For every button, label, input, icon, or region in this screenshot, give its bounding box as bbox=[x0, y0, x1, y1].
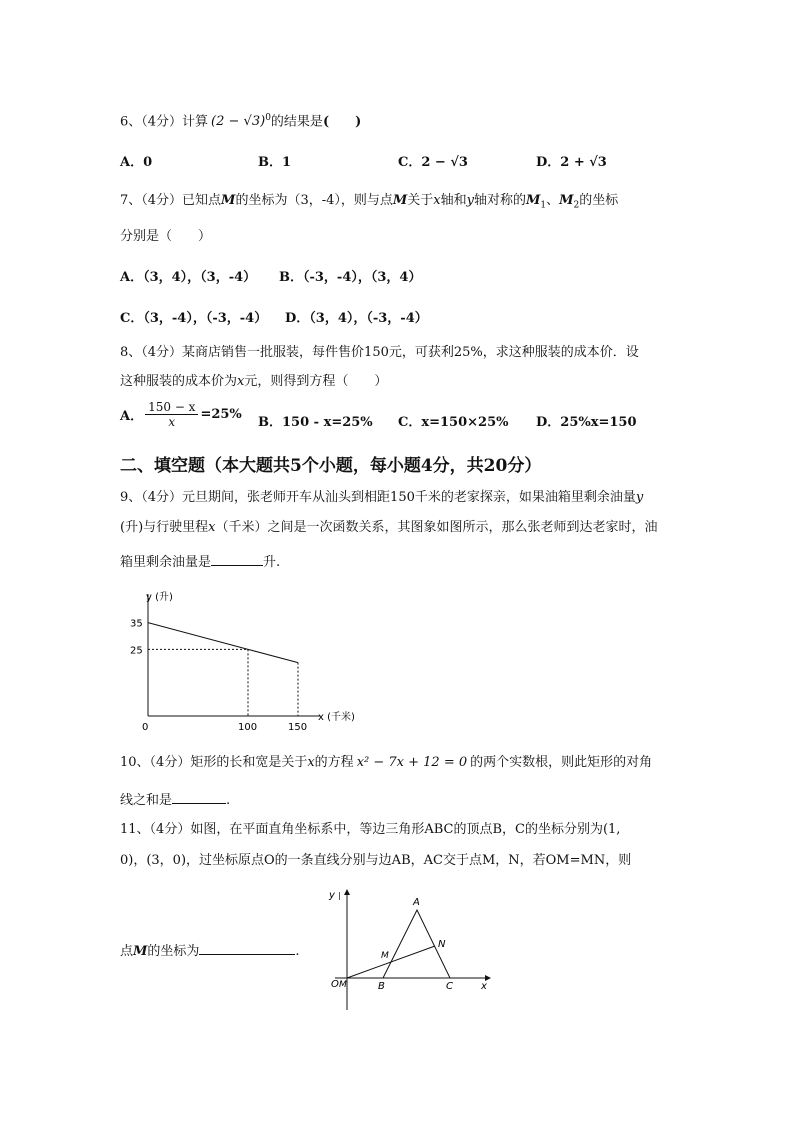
q10-text-e: . bbox=[226, 793, 231, 808]
q11-stem-line1: 11、（4分）如图，在平面直角坐标系中，等边三角形ABC的顶点B，C的坐标分别为(1, bbox=[120, 822, 621, 837]
q11-label-o: O bbox=[331, 979, 339, 990]
q11-label-c: C bbox=[446, 981, 453, 992]
q9-answer-blank[interactable] bbox=[211, 553, 263, 566]
q11-label-n: N bbox=[438, 939, 446, 950]
q7-stem-line1 bbox=[120, 193, 618, 214]
q7-option-d: D．（3，4），（-3，-4） bbox=[285, 311, 428, 326]
q7-text-e: 轴对称的 bbox=[474, 193, 527, 208]
q11-label-y-mark: | bbox=[338, 891, 341, 900]
q11-label-m: M bbox=[381, 951, 389, 961]
q6-answer-paren: ( ) bbox=[322, 114, 362, 130]
q8-text-b: 元，则得到方程（ ） bbox=[244, 374, 388, 389]
q8-option-a-label: A． bbox=[120, 409, 144, 424]
q9-x-tick-100: 100 bbox=[238, 722, 258, 733]
q7-text-c: 关于 bbox=[407, 193, 434, 208]
q9-text-e: 升. bbox=[263, 555, 281, 570]
q10-text-b: 的方程 bbox=[314, 755, 354, 770]
q7-x-var: x bbox=[433, 193, 441, 208]
q7-text-f: 的坐标 bbox=[579, 193, 619, 208]
q8-text-a: 这种服装的成本价为 bbox=[120, 374, 238, 389]
q9-x-tick-0: 0 bbox=[142, 722, 149, 733]
q8-option-a-tail: =25% bbox=[200, 407, 242, 422]
section-2-heading: 二、填空题（本大题共5个小题，每小题4分，共20分） bbox=[120, 456, 542, 476]
q11-line-om-n bbox=[347, 946, 435, 978]
q6-exponent: 0 bbox=[265, 113, 271, 123]
q7-text-d: 轴和 bbox=[440, 193, 467, 208]
q9-y-tick-35: 35 bbox=[130, 618, 143, 630]
q9-text-b: (升)与行驶里程 bbox=[120, 520, 209, 535]
q9-y-tick-25: 25 bbox=[130, 645, 143, 657]
q11-label-o-m: M bbox=[339, 980, 347, 990]
q11-text-b: 的坐标为 bbox=[147, 944, 200, 959]
q8-option-d: D．25%x=150 bbox=[536, 415, 637, 430]
q7-m2: M bbox=[559, 193, 574, 208]
q9-text-d: 箱里剩余油量是 bbox=[120, 555, 212, 570]
q9-text-a: 9、（4分）元旦期间，张老师开车从汕头到相距150千米的老家探亲，如果油箱里剩余油量 bbox=[120, 490, 636, 505]
q10-text-c: 的两个实数根，则此矩形的对角 bbox=[470, 755, 653, 770]
q7-m2-sub: 2 bbox=[573, 200, 580, 211]
q7-m1: M bbox=[526, 193, 541, 208]
q6-option-b: B．1 bbox=[258, 155, 292, 170]
q10-text-a: 10、（4分）矩形的长和宽是关于 bbox=[120, 755, 308, 770]
q7-text-b: 的坐标为（3，-4），则与点 bbox=[235, 193, 393, 208]
q9-text-c: （千米）之间是一次函数关系，其图象如图所示，那么张老师到达老家时，油 bbox=[215, 520, 658, 535]
q11-stem-line3 bbox=[120, 942, 300, 960]
q6-expression: (2 − √3) bbox=[211, 114, 266, 130]
q10-x-var: x bbox=[307, 755, 315, 770]
q11-answer-blank[interactable] bbox=[199, 942, 295, 955]
q7-m1-sub: 1 bbox=[540, 200, 547, 211]
q8-option-b: B．150 - x=25% bbox=[258, 415, 373, 430]
q7-point-m-2: M bbox=[392, 193, 408, 208]
q6-option-c: C．2 − √3 bbox=[398, 155, 468, 170]
q11-label-b: B bbox=[378, 981, 385, 992]
q9-stem-line2 bbox=[120, 520, 658, 536]
q11-triangle-figure bbox=[325, 885, 500, 1015]
q7-stem-line2: 分别是（ ） bbox=[120, 229, 212, 244]
q9-y-axis-label: y (升) bbox=[146, 592, 173, 603]
q11-label-x: x bbox=[481, 981, 487, 992]
q7-y-var: y bbox=[466, 193, 474, 208]
q8-x-var: x bbox=[237, 374, 245, 389]
q9-x-tick-150: 150 bbox=[288, 722, 308, 733]
q8-option-a-fraction bbox=[145, 400, 198, 429]
q7-option-a: A．（3，4），（3，-4） bbox=[120, 270, 257, 285]
q10-stem-line2 bbox=[120, 791, 230, 809]
q8-option-c: C．x=150×25% bbox=[398, 415, 509, 430]
q11-stem-line2: 0)，(3，0)，过坐标原点O的一条直线分别与边AB，AC交于点M，N，若OM=MN，则 bbox=[120, 853, 632, 868]
q11-text-c: . bbox=[295, 944, 300, 959]
q6-option-a: A．0 bbox=[120, 155, 153, 170]
q7-option-c: C．（3，-4），（-3，-4） bbox=[120, 311, 268, 326]
q9-x-var: x bbox=[208, 520, 216, 535]
q10-text-d: 线之和是 bbox=[120, 793, 173, 808]
q11-label-y: y bbox=[329, 890, 335, 901]
q8-stem-line2 bbox=[120, 374, 387, 390]
q7-sep: 、 bbox=[546, 193, 560, 208]
q11-point-m: M bbox=[133, 944, 148, 959]
q6-option-d: D．2 + √3 bbox=[536, 155, 607, 170]
q10-equation: x² − 7x + 12 = 0 bbox=[356, 755, 468, 770]
q7-point-m: M bbox=[221, 193, 236, 208]
q10-stem-line1 bbox=[120, 755, 652, 771]
q7-option-b: B．（-3，-4），（3，4） bbox=[279, 270, 422, 285]
q8-fraction-denominator: x bbox=[168, 415, 176, 429]
q9-stem-line1 bbox=[120, 490, 643, 506]
q6-stem bbox=[120, 110, 361, 130]
q11-text-a: 点 bbox=[120, 944, 134, 959]
q6-number: 6、（4分）计算 bbox=[120, 114, 209, 130]
q9-fuel-line bbox=[148, 623, 298, 663]
q8-stem-line1: 8、（4分）某商店销售一批服装，每件售价150元，可获利25%，求这种服装的成本价．设 bbox=[120, 345, 639, 360]
q9-stem-line3 bbox=[120, 553, 280, 571]
q7-text-a: 7、（4分）已知点 bbox=[120, 193, 222, 208]
q10-answer-blank[interactable] bbox=[172, 791, 226, 804]
q6-tail: 的结果是 bbox=[270, 114, 323, 130]
q9-fuel-graph bbox=[120, 588, 355, 733]
q8-fraction-numerator: 150 − x bbox=[145, 400, 198, 415]
q9-y-var: y bbox=[635, 490, 644, 505]
q8-option-a bbox=[120, 400, 242, 429]
q9-x-axis-label: x (千米) bbox=[318, 712, 355, 723]
q11-label-a: A bbox=[413, 897, 420, 908]
